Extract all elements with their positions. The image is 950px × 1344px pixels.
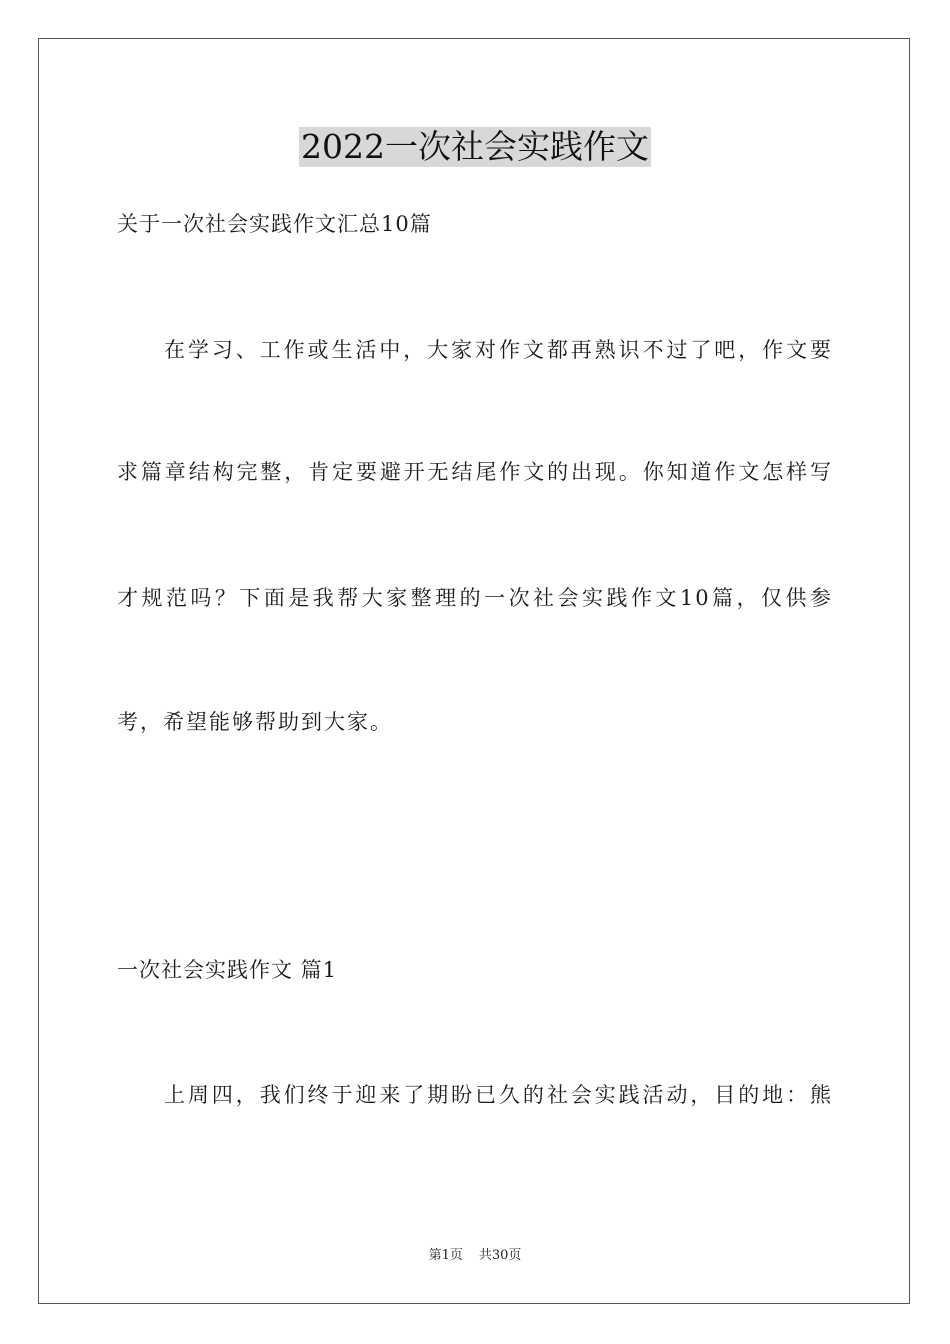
page-number-current: 第1页	[428, 1248, 463, 1263]
page-footer	[0, 1247, 950, 1265]
page-number-total: 共30页	[478, 1248, 522, 1263]
section-heading: 一次社会实践作文 篇1	[117, 958, 338, 982]
title-container	[0, 127, 950, 167]
intro-paragraph-line: 求篇章结构完整，肯定要避开无结尾作文的出现。你知道作文怎样写	[117, 460, 833, 484]
intro-paragraph-line: 考，希望能够帮助到大家。	[117, 710, 393, 734]
document-subtitle: 关于一次社会实践作文汇总10篇	[117, 212, 432, 236]
intro-paragraph-line: 在学习、工作或生活中，大家对作文都再熟识不过了吧，作文要	[164, 338, 833, 362]
section-paragraph-line: 上周四，我们终于迎来了期盼已久的社会实践活动，目的地：熊	[164, 1083, 833, 1107]
document-title: 2022一次社会实践作文	[301, 127, 649, 166]
intro-paragraph-line: 才规范吗？下面是我帮大家整理的一次社会实践作文10篇，仅供参	[117, 586, 833, 610]
